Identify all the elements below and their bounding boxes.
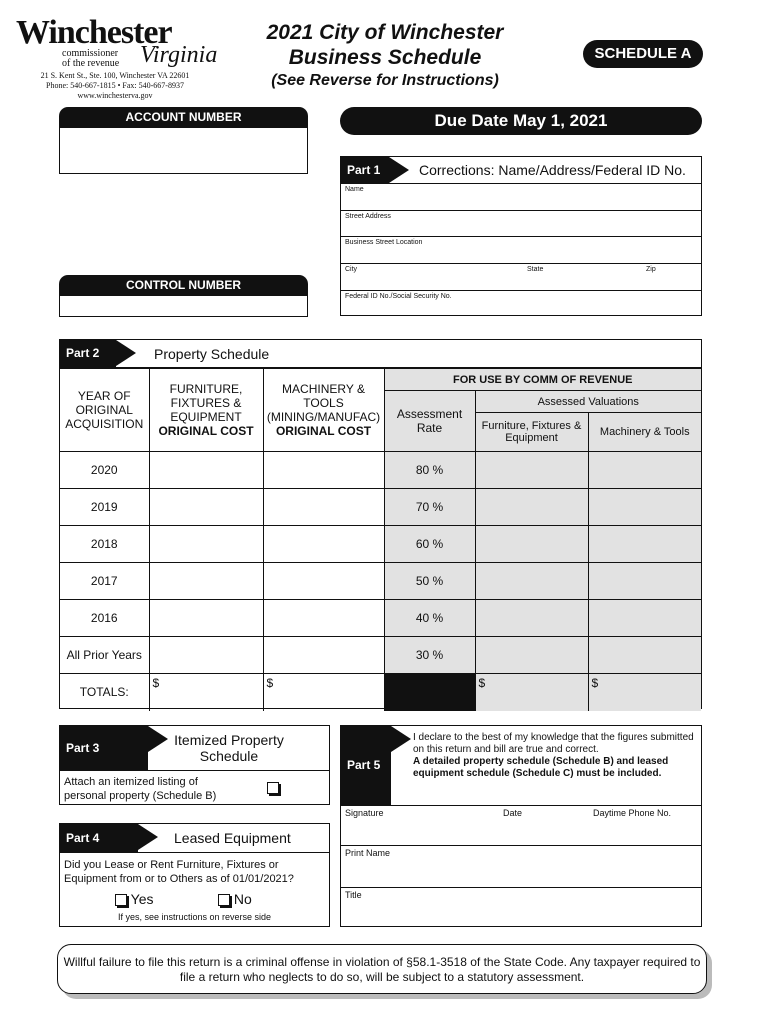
part3-title: Itemized Property Schedule bbox=[174, 732, 284, 764]
furniture-cost-input[interactable] bbox=[149, 563, 263, 600]
part4-question: Did you Lease or Rent Furniture, Fixtures or Equipment from or to Others as of 01/01/2021? bbox=[64, 859, 294, 885]
av-machinery-cell bbox=[588, 489, 701, 526]
year-cell: All Prior Years bbox=[60, 637, 149, 674]
form-title bbox=[240, 20, 530, 70]
part4-tag: Part 4 bbox=[60, 824, 138, 852]
part1-corrections bbox=[340, 156, 702, 316]
furniture-cost-input[interactable] bbox=[149, 600, 263, 637]
part5-declaration-bold: A detailed property schedule (Schedule B) and leased equipment schedule (Schedule C) must be included. bbox=[413, 756, 669, 779]
part2-title: Property Schedule bbox=[154, 346, 270, 362]
furniture-cost-input[interactable] bbox=[149, 637, 263, 674]
part5-declaration-text: I declare to the best of my knowledge that the figures submitted on this return and bill are true and correct. bbox=[413, 732, 694, 755]
logo-subtitle bbox=[62, 49, 119, 69]
print-name-label: Print Name bbox=[345, 848, 391, 858]
title-label: Title bbox=[345, 890, 362, 900]
print-name-field[interactable] bbox=[341, 846, 701, 888]
table-row bbox=[60, 637, 701, 674]
year-cell: 2016 bbox=[60, 600, 149, 637]
office-phone-fax: Phone: 540-667-1815 • Fax: 540-667-8937 bbox=[46, 81, 184, 90]
av-machinery-cell bbox=[588, 563, 701, 600]
logo-sub-line1: commissioner bbox=[62, 48, 119, 59]
date-label: Date bbox=[503, 808, 523, 818]
machinery-cost-input[interactable] bbox=[263, 452, 384, 489]
name-label: Name bbox=[345, 186, 364, 193]
part2-header bbox=[60, 340, 701, 368]
total-machinery-cost[interactable]: $ bbox=[263, 674, 384, 711]
title-field[interactable] bbox=[341, 888, 701, 926]
totals-label: TOTALS: bbox=[60, 674, 149, 711]
no-checkbox[interactable] bbox=[218, 894, 230, 906]
furniture-cost-input[interactable] bbox=[149, 452, 263, 489]
part4-note: If yes, see instructions on reverse side bbox=[117, 912, 272, 922]
phone-label: Daytime Phone No. bbox=[593, 808, 672, 818]
furniture-cost-input[interactable] bbox=[149, 526, 263, 563]
av-furniture-cell bbox=[475, 637, 588, 674]
zip-label: Zip bbox=[646, 266, 656, 273]
street-address-label: Street Address bbox=[345, 213, 391, 220]
account-number-label: ACCOUNT NUMBER bbox=[59, 107, 308, 127]
furniture-header-label: FURNITURE, FIXTURES & EQUIPMENT bbox=[169, 382, 243, 424]
no-label: No bbox=[233, 891, 252, 907]
year-cell: 2018 bbox=[60, 526, 149, 563]
schedule-badge: SCHEDULE A bbox=[583, 40, 703, 68]
assessment-rate-cell: 50 % bbox=[384, 563, 475, 600]
furniture-header-sub: ORIGINAL COST bbox=[158, 424, 254, 438]
office-address: 21 S. Kent St., Ste. 100, Winchester VA 22601 bbox=[40, 71, 190, 80]
state-label: State bbox=[527, 266, 544, 273]
form-title-line2: Business Schedule bbox=[288, 46, 482, 69]
av-machinery-cell bbox=[588, 637, 701, 674]
av-furniture-cell bbox=[475, 526, 588, 563]
machinery-header-label: MACHINERY & TOOLS (MINING/MANUFAC) bbox=[266, 382, 381, 424]
assessment-rate-header: Assessment Rate bbox=[384, 391, 475, 452]
logo-wordmark: Winchester bbox=[16, 14, 172, 51]
part3-header bbox=[60, 726, 329, 771]
yes-checkbox[interactable] bbox=[115, 894, 127, 906]
year-cell: 2019 bbox=[60, 489, 149, 526]
total-av-furniture: $ bbox=[475, 674, 588, 711]
assessment-rate-cell: 70 % bbox=[384, 489, 475, 526]
street-address-field[interactable] bbox=[341, 210, 701, 236]
account-number-block bbox=[59, 107, 308, 174]
part4-title: Leased Equipment bbox=[174, 830, 291, 846]
av-machinery-cell bbox=[588, 526, 701, 563]
part5-tag: Part 5 bbox=[341, 726, 391, 805]
city-label: City bbox=[345, 266, 358, 273]
machinery-cost-input[interactable] bbox=[263, 489, 384, 526]
part1-title: Corrections: Name/Address/Federal ID No. bbox=[419, 162, 686, 178]
yes-label: Yes bbox=[130, 891, 154, 907]
business-location-field[interactable] bbox=[341, 236, 701, 263]
account-number-field[interactable] bbox=[59, 127, 308, 174]
control-number-label: CONTROL NUMBER bbox=[59, 275, 308, 295]
part2-tag: Part 2 bbox=[60, 340, 116, 367]
part4-leased-equipment bbox=[59, 823, 330, 927]
machinery-cost-input[interactable] bbox=[263, 563, 384, 600]
logo-state: Virginia bbox=[140, 42, 218, 68]
legal-notice: Willful failure to file this return is a criminal offense in violation of §58.1-3518 of the State Code. Any taxpayer required to file a return who neglects to do so, will be subject to a statutory assessment. bbox=[57, 944, 707, 994]
logo-sub-line2: of the revenue bbox=[62, 58, 120, 69]
part1-tag: Part 1 bbox=[341, 157, 389, 183]
part3-text: Attach an itemized listing of personal property (Schedule B) bbox=[64, 776, 217, 802]
due-date-banner: Due Date May 1, 2021 bbox=[340, 107, 702, 135]
signature-row[interactable] bbox=[341, 805, 701, 846]
machinery-header-sub: ORIGINAL COST bbox=[275, 424, 372, 438]
av-furniture-cell bbox=[475, 489, 588, 526]
table-row bbox=[60, 600, 701, 637]
av-machinery-cell bbox=[588, 452, 701, 489]
av-machinery-header: Machinery & Tools bbox=[588, 413, 701, 452]
av-furniture-header: Furniture, Fixtures & Equipment bbox=[475, 413, 588, 452]
table-row bbox=[60, 452, 701, 489]
name-field[interactable] bbox=[341, 183, 701, 210]
federal-id-label: Federal ID No./Social Security No. bbox=[345, 293, 452, 300]
part3-checkbox[interactable] bbox=[267, 782, 279, 794]
totals-blackout bbox=[384, 674, 475, 711]
part4-yes-option[interactable] bbox=[115, 891, 153, 907]
furniture-header bbox=[149, 369, 263, 452]
year-cell: 2020 bbox=[60, 452, 149, 489]
year-header: YEAR OF ORIGINAL ACQUISITION bbox=[60, 369, 149, 452]
control-number-field[interactable] bbox=[59, 295, 308, 317]
assessed-valuations-header: Assessed Valuations bbox=[475, 391, 701, 413]
signature-label: Signature bbox=[345, 808, 384, 818]
machinery-cost-input[interactable] bbox=[263, 600, 384, 637]
form-title-line1: 2021 City of Winchester bbox=[266, 21, 504, 44]
part4-no-option[interactable] bbox=[218, 891, 252, 907]
form-subtitle: (See Reverse for Instructions) bbox=[271, 72, 499, 89]
part5-declaration bbox=[340, 725, 702, 927]
part3-itemized-property bbox=[59, 725, 330, 805]
av-furniture-cell bbox=[475, 600, 588, 637]
machinery-cost-input[interactable] bbox=[263, 526, 384, 563]
av-machinery-cell bbox=[588, 600, 701, 637]
total-furniture-cost[interactable]: $ bbox=[149, 674, 263, 711]
assessment-rate-cell: 40 % bbox=[384, 600, 475, 637]
furniture-cost-input[interactable] bbox=[149, 489, 263, 526]
office-use-header: FOR USE BY COMM OF REVENUE bbox=[384, 369, 701, 391]
machinery-header bbox=[263, 369, 384, 452]
part5-text bbox=[413, 732, 698, 780]
control-number-block bbox=[59, 275, 308, 317]
table-row bbox=[60, 563, 701, 600]
av-furniture-cell bbox=[475, 452, 588, 489]
av-furniture-cell bbox=[475, 563, 588, 600]
business-location-label: Business Street Location bbox=[345, 239, 423, 246]
year-cell: 2017 bbox=[60, 563, 149, 600]
total-av-machinery: $ bbox=[588, 674, 701, 711]
property-schedule-table bbox=[60, 368, 701, 711]
machinery-cost-input[interactable] bbox=[263, 637, 384, 674]
federal-id-field[interactable] bbox=[341, 290, 701, 316]
part3-tag: Part 3 bbox=[60, 726, 148, 770]
assessment-rate-cell: 80 % bbox=[384, 452, 475, 489]
assessment-rate-cell: 30 % bbox=[384, 637, 475, 674]
part4-header bbox=[60, 824, 329, 853]
table-row bbox=[60, 489, 701, 526]
table-row bbox=[60, 526, 701, 563]
part2-property-schedule bbox=[59, 339, 702, 709]
office-contact bbox=[10, 71, 220, 101]
assessment-rate-cell: 60 % bbox=[384, 526, 475, 563]
city-state-zip-row[interactable] bbox=[341, 263, 701, 290]
office-website: www.winchesterva.gov bbox=[77, 91, 153, 100]
